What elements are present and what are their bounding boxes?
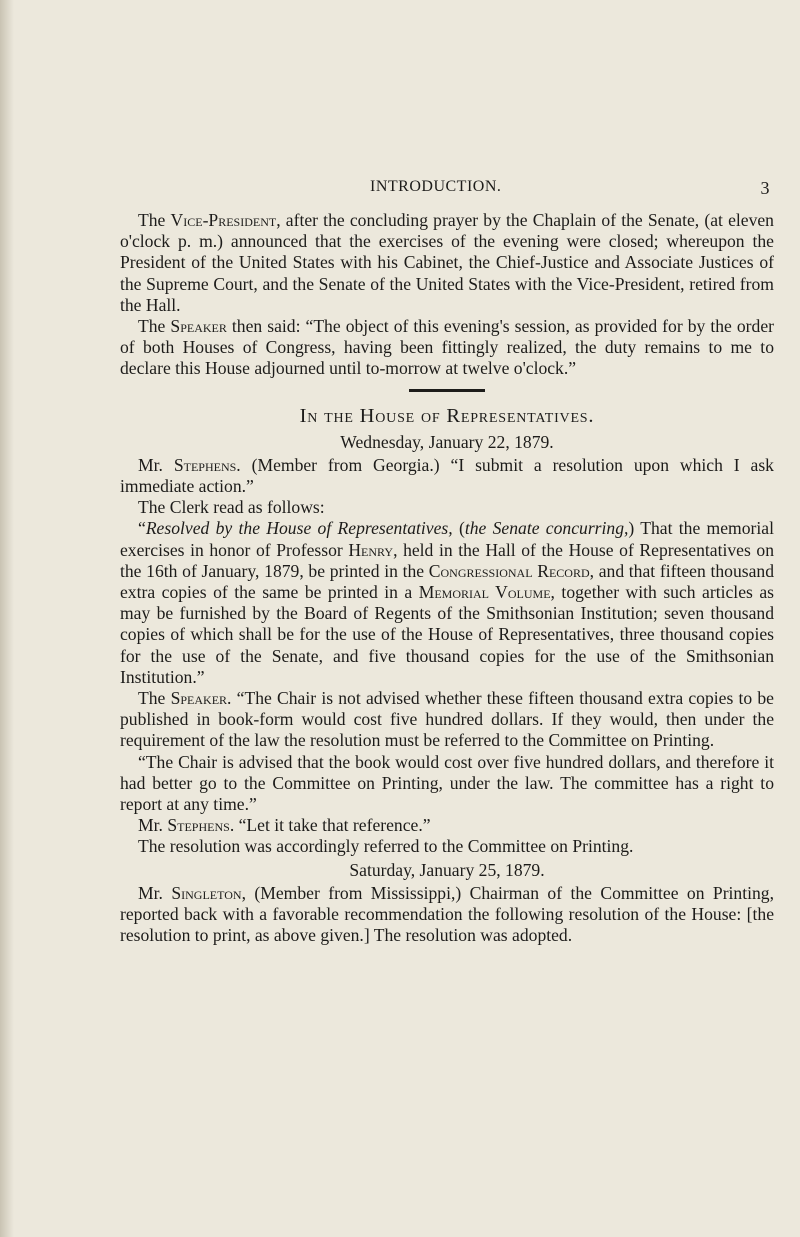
running-header: [120, 178, 770, 202]
stephens-name: Stephens: [173, 454, 237, 475]
resolved-clause: Resolved by the House of Representatives,: [145, 518, 453, 539]
paragraph-speaker-chair: [120, 688, 774, 752]
resolution-paren-open: (: [452, 518, 465, 539]
paragraph-vice-president: [120, 210, 774, 316]
henry-name: Henry: [348, 539, 394, 560]
resolution-text-3: , and that fifteen thousand extra copies of the same be printed in a: [120, 560, 774, 603]
vice-president-name: Vice-President: [170, 210, 277, 230]
para9-text: , (Member from Mississippi,) Chairman of the Committee on Printing, reported back with a favorable recommendation the following resolution of the House: [the resolution to print, as above given.] The resolution was adopted.: [120, 882, 775, 946]
paragraph-singleton: [120, 883, 774, 947]
paragraph-stephens-reference: [120, 815, 774, 836]
speaker-name: Speaker: [170, 316, 227, 337]
para1-text: , after the concluding prayer by the Chaplain of the Senate, (at eleven o'clock p. m.) announced that the exercises of the evening were closed; whereupon the President of the United States with his Cabinet, the Chief-Justice and Associate Justices of the Supreme Court, and the Senate of the United States with the Vice-President, retired from the Hall.: [120, 210, 774, 315]
para1-lead: The: [138, 210, 166, 230]
paragraph-speaker-adjourn: [120, 316, 774, 380]
para9-lead: Mr.: [138, 882, 163, 903]
para2-lead: The: [138, 316, 166, 337]
resolution-open-quote: “: [138, 518, 146, 539]
senate-concurring: the Senate concurring,: [464, 518, 629, 539]
para7-text: . “Let it take that reference.”: [229, 815, 431, 836]
paragraph-referred: The resolution was accordingly referred to the Committee on Printing.: [138, 836, 634, 857]
para7-lead: Mr.: [138, 815, 163, 836]
resolution-text-2: , held in the Hall of the House of Representatives on the 16th of January, 1879, be printed in the: [120, 539, 774, 581]
resolution-text-4: , together with such articles as may be furnished by the Board of Regents of the Smithsonian Institution; seven thousand copies of which shall be for the use of the House of Representatives, three thousand copies for the use of the Senate, and five thousand copies for the use of the Smithsonian Institution.”: [120, 582, 774, 687]
section-heading: In the House of Representatives.: [299, 404, 595, 427]
resolution-text-1: That the memorial exercises in honor of Professor: [120, 518, 774, 560]
date-wednesday: Wednesday, January 22, 1879.: [340, 431, 554, 452]
singleton-name: Singleton: [171, 882, 242, 903]
congressional-record: Congressional Record: [428, 560, 590, 581]
page-edge-shadow: [0, 0, 14, 1237]
memorial-volume: Memorial Volume: [418, 582, 551, 603]
page-number: 3: [760, 178, 770, 198]
para3-lead: Mr.: [138, 454, 163, 475]
para5-lead: The: [138, 688, 166, 709]
paragraph-stephens-submit: [120, 455, 774, 497]
para3-text: . (Member from Georgia.) “I submit a resolution upon which I ask immediate action.”: [120, 454, 774, 497]
para5-text: . “The Chair is not advised whether these fifteen thousand extra copies to be published in book-form would cost five hundred dollars. If they would, then under the requirement of the law the resolution must be referred to the Committee on Printing.: [120, 688, 774, 751]
section-divider: [409, 389, 485, 392]
paragraph-resolution: [120, 518, 774, 688]
paragraph-clerk: The Clerk read as follows:: [138, 497, 325, 518]
body-text: [120, 210, 774, 947]
paragraph-chair-advised: “The Chair is advised that the book would cost over five hundred dollars, and therefore it had better go to the Committee on Printing, under the law. The committee has a right to report at any time.”: [120, 751, 774, 815]
speaker-name-2: Speaker: [170, 688, 228, 709]
resolution-paren-close: ): [628, 518, 641, 539]
stephens-name-2: Stephens: [167, 815, 230, 836]
date-saturday: Saturday, January 25, 1879.: [349, 859, 545, 880]
running-title: INTRODUCTION.: [370, 178, 502, 195]
para2-text: then said: “The object of this evening's session, as provided for by the order of both Houses of Congress, having been fittingly realized, the duty remains to me to declare this House adjourned until to-morrow at twelve o'clock.”: [120, 316, 774, 379]
